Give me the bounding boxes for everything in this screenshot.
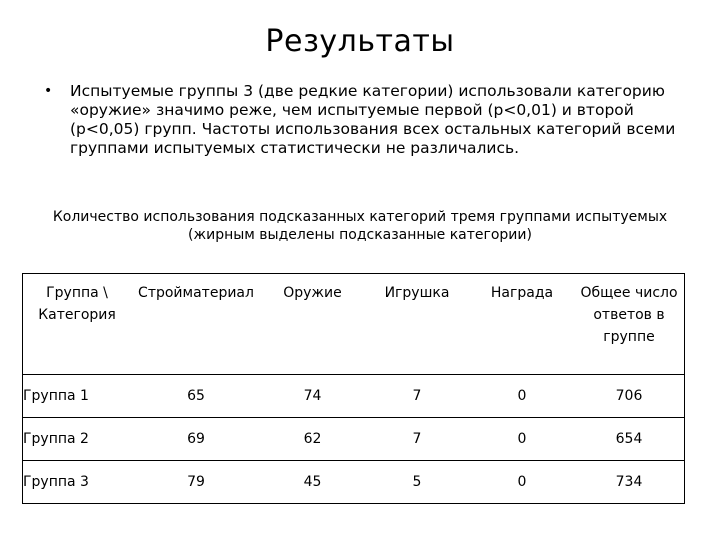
- cell-toy: 5: [364, 461, 470, 504]
- cell-total: 734: [574, 461, 685, 504]
- cell-reward: 0: [470, 418, 574, 461]
- header-group-label: Группа \: [46, 285, 108, 301]
- cell-material: 69: [131, 418, 261, 461]
- table-row: [23, 418, 685, 461]
- header-category-label: Категория: [38, 307, 116, 323]
- header-reward: Награда: [470, 274, 574, 375]
- caption-line-2: (жирным выделены подсказанные категории): [188, 227, 532, 243]
- bullet-marker: •: [44, 83, 53, 99]
- header-material: Стройматериал: [131, 274, 261, 375]
- results-table: [22, 273, 685, 504]
- slide-title: Результаты: [265, 24, 455, 59]
- bullet-text: Испытуемые группы 3 (две редкие категории) использовали категорию «оружие» значимо реже, чем испытуемые первой (p<0,01) и второй (p<0,05) групп. Частоты использования всех остальных категорий всеми группами испытуемых статистически не различались.: [70, 82, 676, 157]
- table-header-row: [23, 274, 685, 375]
- cell-group: Группа 3: [23, 461, 132, 504]
- cell-toy: 7: [364, 418, 470, 461]
- cell-reward: 0: [470, 375, 574, 418]
- header-weapon: Оружие: [261, 274, 364, 375]
- cell-total: 654: [574, 418, 685, 461]
- caption-line-1: Количество использования подсказанных категорий тремя группами испытуемых: [52, 209, 668, 225]
- cell-weapon: 62: [261, 418, 364, 461]
- cell-material: 65: [131, 375, 261, 418]
- cell-group: Группа 1: [23, 375, 132, 418]
- cell-toy: 7: [364, 375, 470, 418]
- cell-reward: 0: [470, 461, 574, 504]
- table-row: [23, 461, 685, 504]
- bullet-point: [44, 82, 694, 158]
- table-caption: [30, 208, 690, 244]
- cell-group: Группа 2: [23, 418, 132, 461]
- header-toy: Игрушка: [364, 274, 470, 375]
- cell-weapon: 74: [261, 375, 364, 418]
- table-row: [23, 375, 685, 418]
- cell-total: 706: [574, 375, 685, 418]
- cell-weapon: 45: [261, 461, 364, 504]
- header-group-category: [23, 274, 132, 375]
- cell-material: 79: [131, 461, 261, 504]
- header-total: Общее число ответов в группе: [574, 274, 685, 375]
